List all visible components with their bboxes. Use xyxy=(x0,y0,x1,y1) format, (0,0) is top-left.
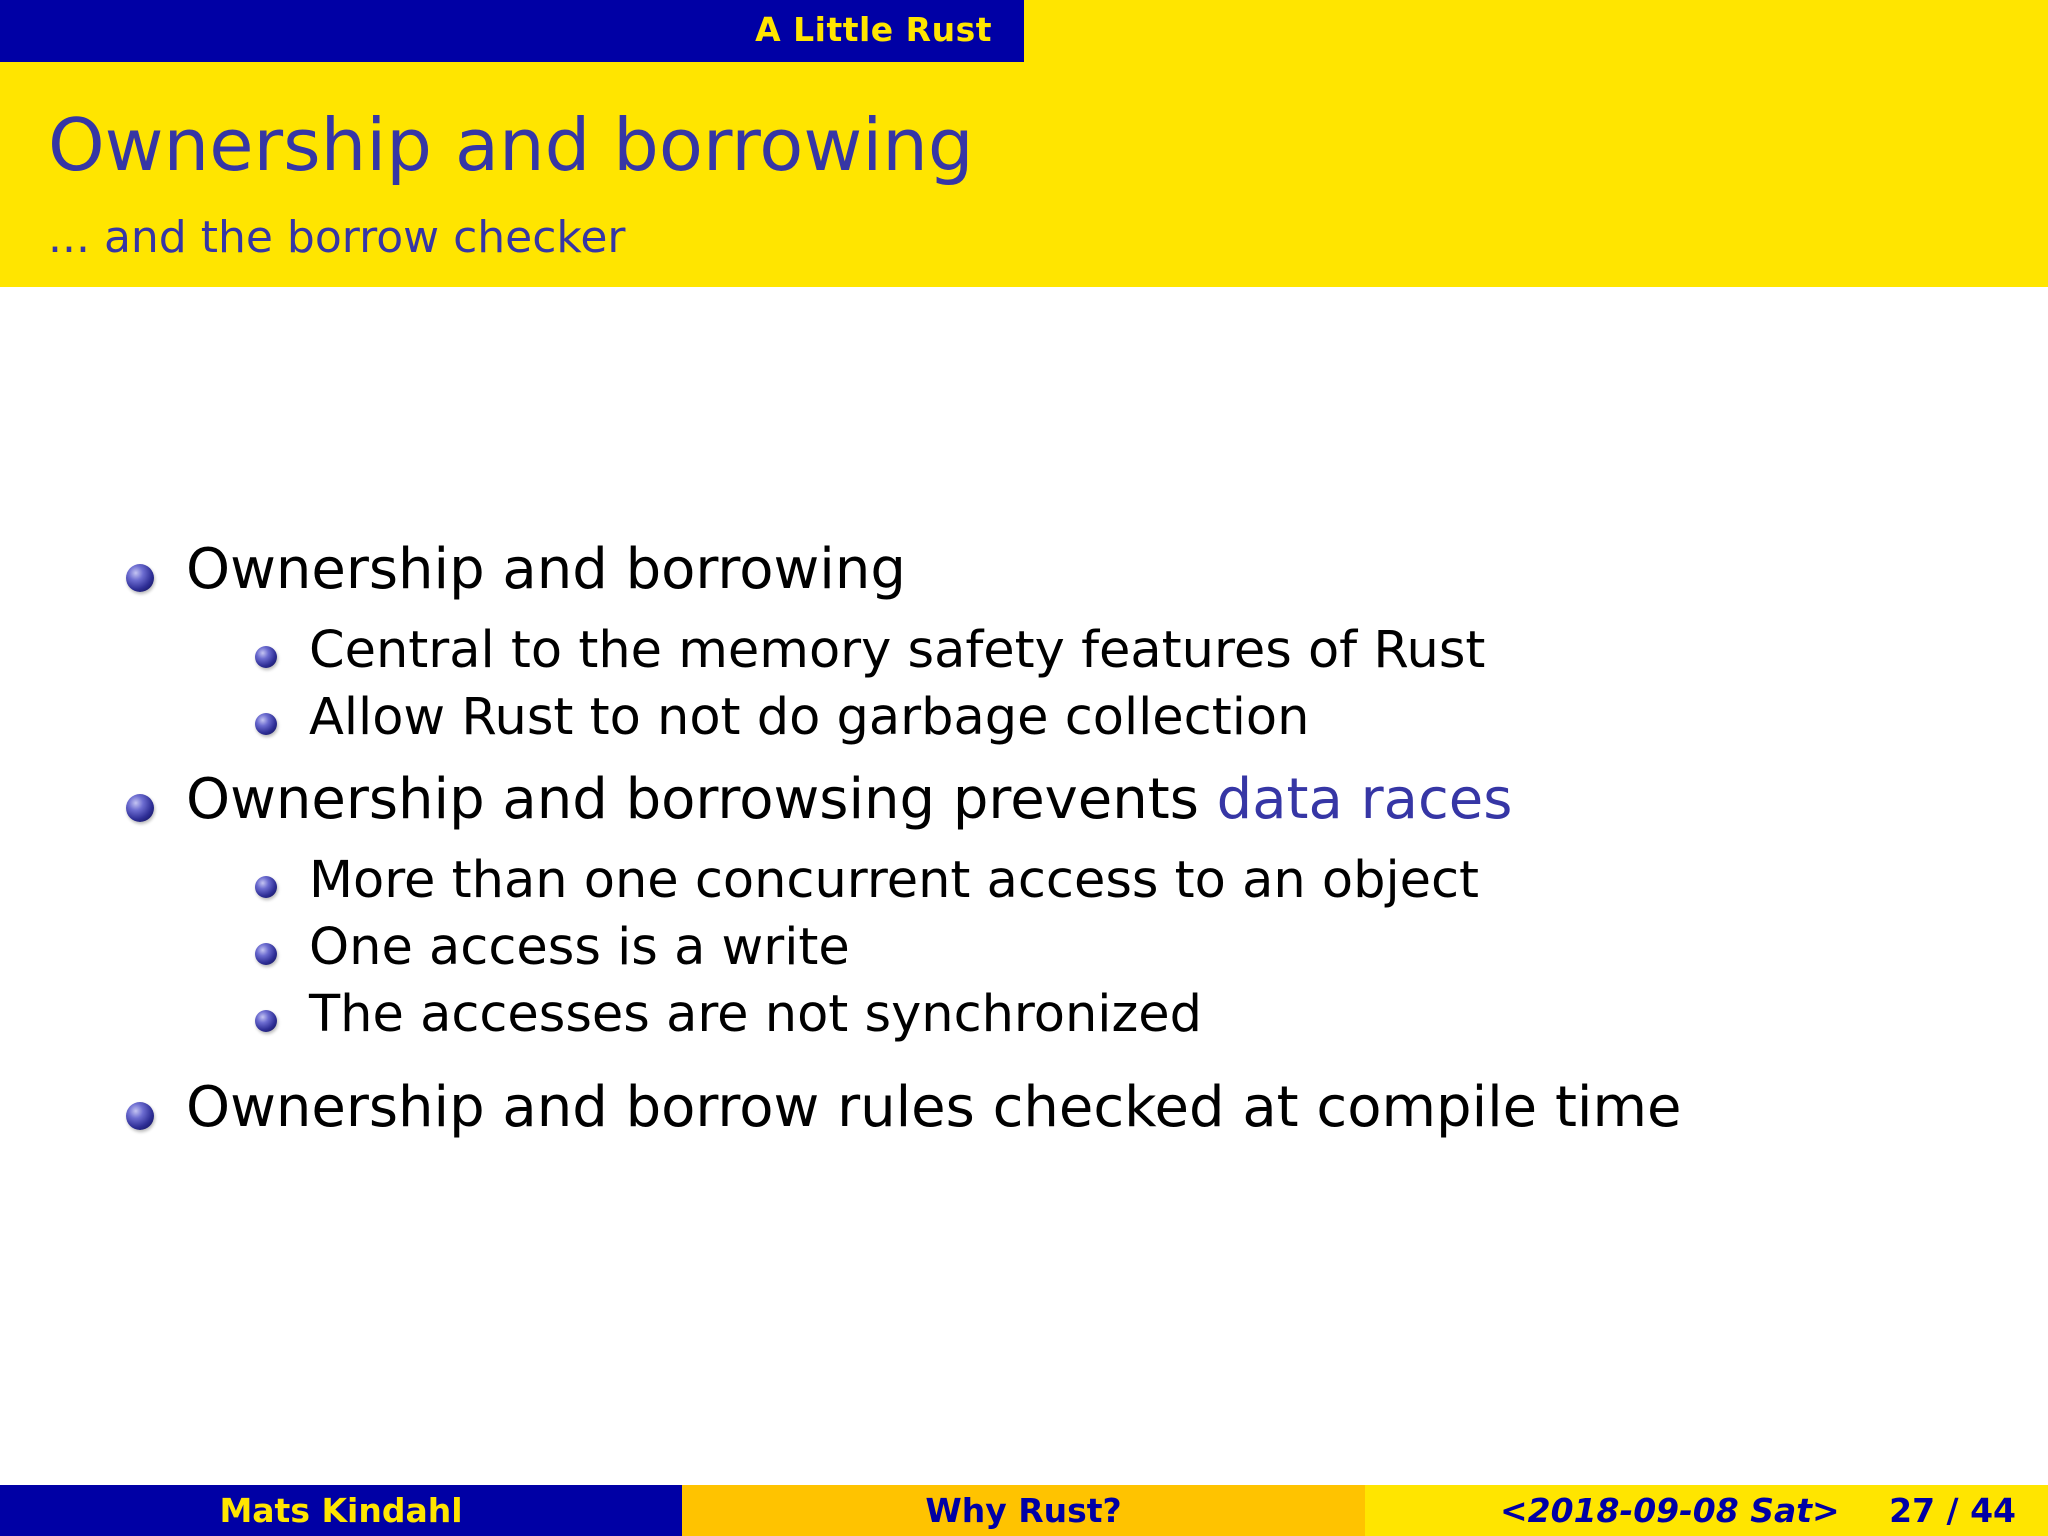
subbullet-garbage-collection: Allow Rust to not do garbage collection xyxy=(309,688,1310,747)
data-races-highlight: data races xyxy=(1216,767,1513,832)
subbullet-not-synchronized: The accesses are not synchronized xyxy=(309,985,1202,1044)
bullet-ball-icon xyxy=(126,794,154,822)
footer-date: <2018-09-08 Sat> xyxy=(1500,1491,1840,1530)
frame-title-bar xyxy=(0,62,2048,287)
subbullet-access-write: One access is a write xyxy=(309,918,850,977)
bullet-ball-icon xyxy=(255,876,277,898)
bullet-prevents-data-races xyxy=(186,767,1512,832)
subbullet-concurrent-access: More than one concurrent access to an object xyxy=(309,851,1480,910)
headline-section-box xyxy=(0,0,1024,62)
footer-author: Mats Kindahl xyxy=(0,1485,682,1536)
bullet-ownership-borrowing: Ownership and borrowing xyxy=(186,537,906,602)
headline-bar xyxy=(0,0,2048,62)
bullet-ball-icon xyxy=(255,713,277,735)
bullet-ball-icon xyxy=(255,646,277,668)
bullet-prevents-text: Ownership and borrowsing prevents xyxy=(186,767,1217,832)
slide-content xyxy=(0,287,2048,1485)
bullet-compile-time: Ownership and borrow rules checked at compile time xyxy=(186,1075,1682,1140)
subbullet-memory-safety: Central to the memory safety features of Rust xyxy=(309,621,1486,680)
bullet-ball-icon xyxy=(255,943,277,965)
bullet-ball-icon xyxy=(126,564,154,592)
bullet-ball-icon xyxy=(255,1010,277,1032)
section-title: A Little Rust xyxy=(755,10,992,49)
footer-date-page xyxy=(1365,1485,2048,1536)
footer-page-number: 27 / 44 xyxy=(1889,1491,2016,1530)
bullet-ball-icon xyxy=(126,1102,154,1130)
slide-title: Ownership and borrowing xyxy=(48,103,974,187)
slide-subtitle: ... and the borrow checker xyxy=(48,212,626,263)
footer-talk-title: Why Rust? xyxy=(682,1485,1365,1536)
footline xyxy=(0,1485,2048,1536)
